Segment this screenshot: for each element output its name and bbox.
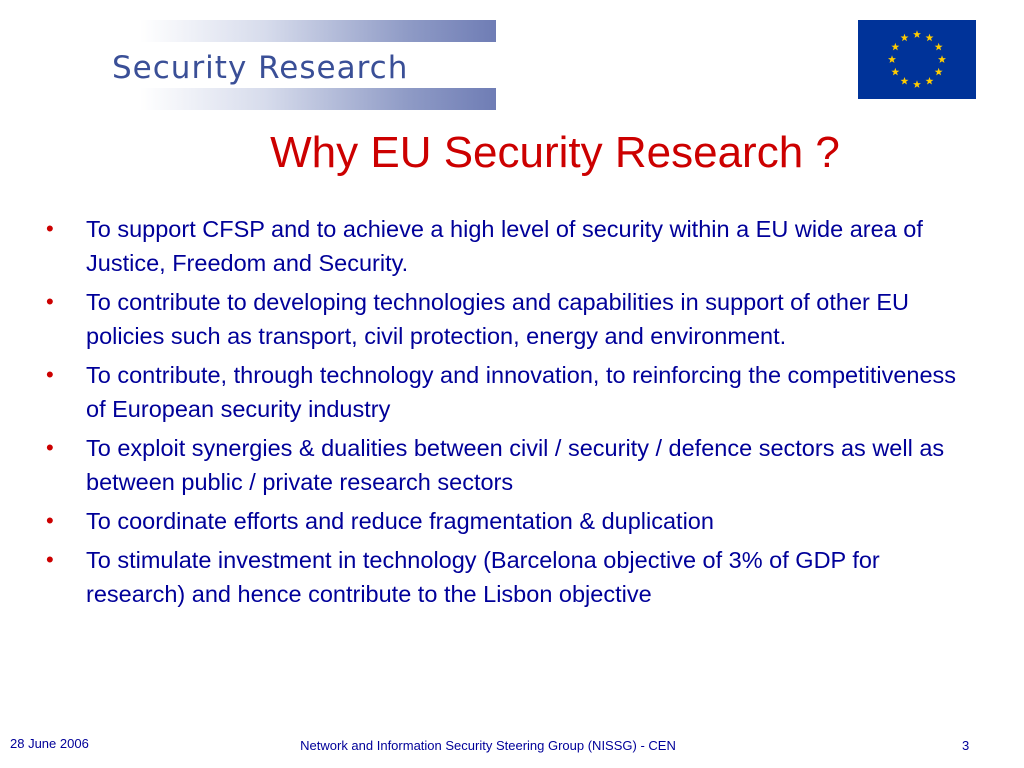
security-research-logo [112,20,496,110]
logo-text: Security Research [112,50,409,86]
bullet-mark: • [46,362,54,387]
bullet-mark: • [46,435,54,460]
bullet-list [44,212,974,616]
bullet-text: To contribute to developing technologies and capabilities in support of other EU policies such as transport, civil protection, energy and environment. [86,289,910,349]
footer-date: 28 June 2006 [10,736,89,751]
eu-flag-icon [858,20,976,99]
bullet-item [44,543,974,611]
flag-star-icon [938,55,946,63]
page-number: 3 [962,738,970,753]
bullet-item [44,358,974,426]
bullet-item [44,504,974,538]
logo-band-top [140,20,496,42]
flag-star-icon [913,80,921,88]
bullet-mark: • [46,289,54,314]
flag-star-icon [935,43,943,51]
flag-star-icon [935,68,943,76]
slide-title: Why EU Security Research ? [270,128,840,177]
flag-star-icon [891,68,899,76]
flag-star-icon [888,55,896,63]
flag-star-icon [901,77,909,85]
bullet-text: To support CFSP and to achieve a high level of security within a EU wide area of Justice, Freedom and Security. [86,216,923,276]
flag-star-icon [926,77,934,85]
logo-band-bottom [140,88,496,110]
bullet-item [44,431,974,499]
flag-star-icon [926,34,934,42]
bullet-text: To stimulate investment in technology (Barcelona objective of 3% of GDP for research) and hence contribute to the Lisbon objective [86,547,880,607]
bullet-text: To contribute, through technology and innovation, to reinforcing the competitiveness of European security industry [86,362,957,422]
flag-star-icon [913,30,921,38]
bullet-text: To exploit synergies & dualities between civil / security / defence sectors as well as between public / private research sectors [86,435,945,495]
bullet-item [44,212,974,280]
flag-star-icon [901,34,909,42]
bullet-item [44,285,974,353]
flag-star-icon [891,43,899,51]
bullet-mark: • [46,216,54,241]
bullet-text: To coordinate efforts and reduce fragmentation & duplication [86,508,714,534]
bullet-mark: • [46,508,54,533]
bullet-mark: • [46,547,54,572]
slide-footer [0,728,1024,768]
footer-organization: Network and Information Security Steering Group (NISSG) - CEN [300,738,676,753]
